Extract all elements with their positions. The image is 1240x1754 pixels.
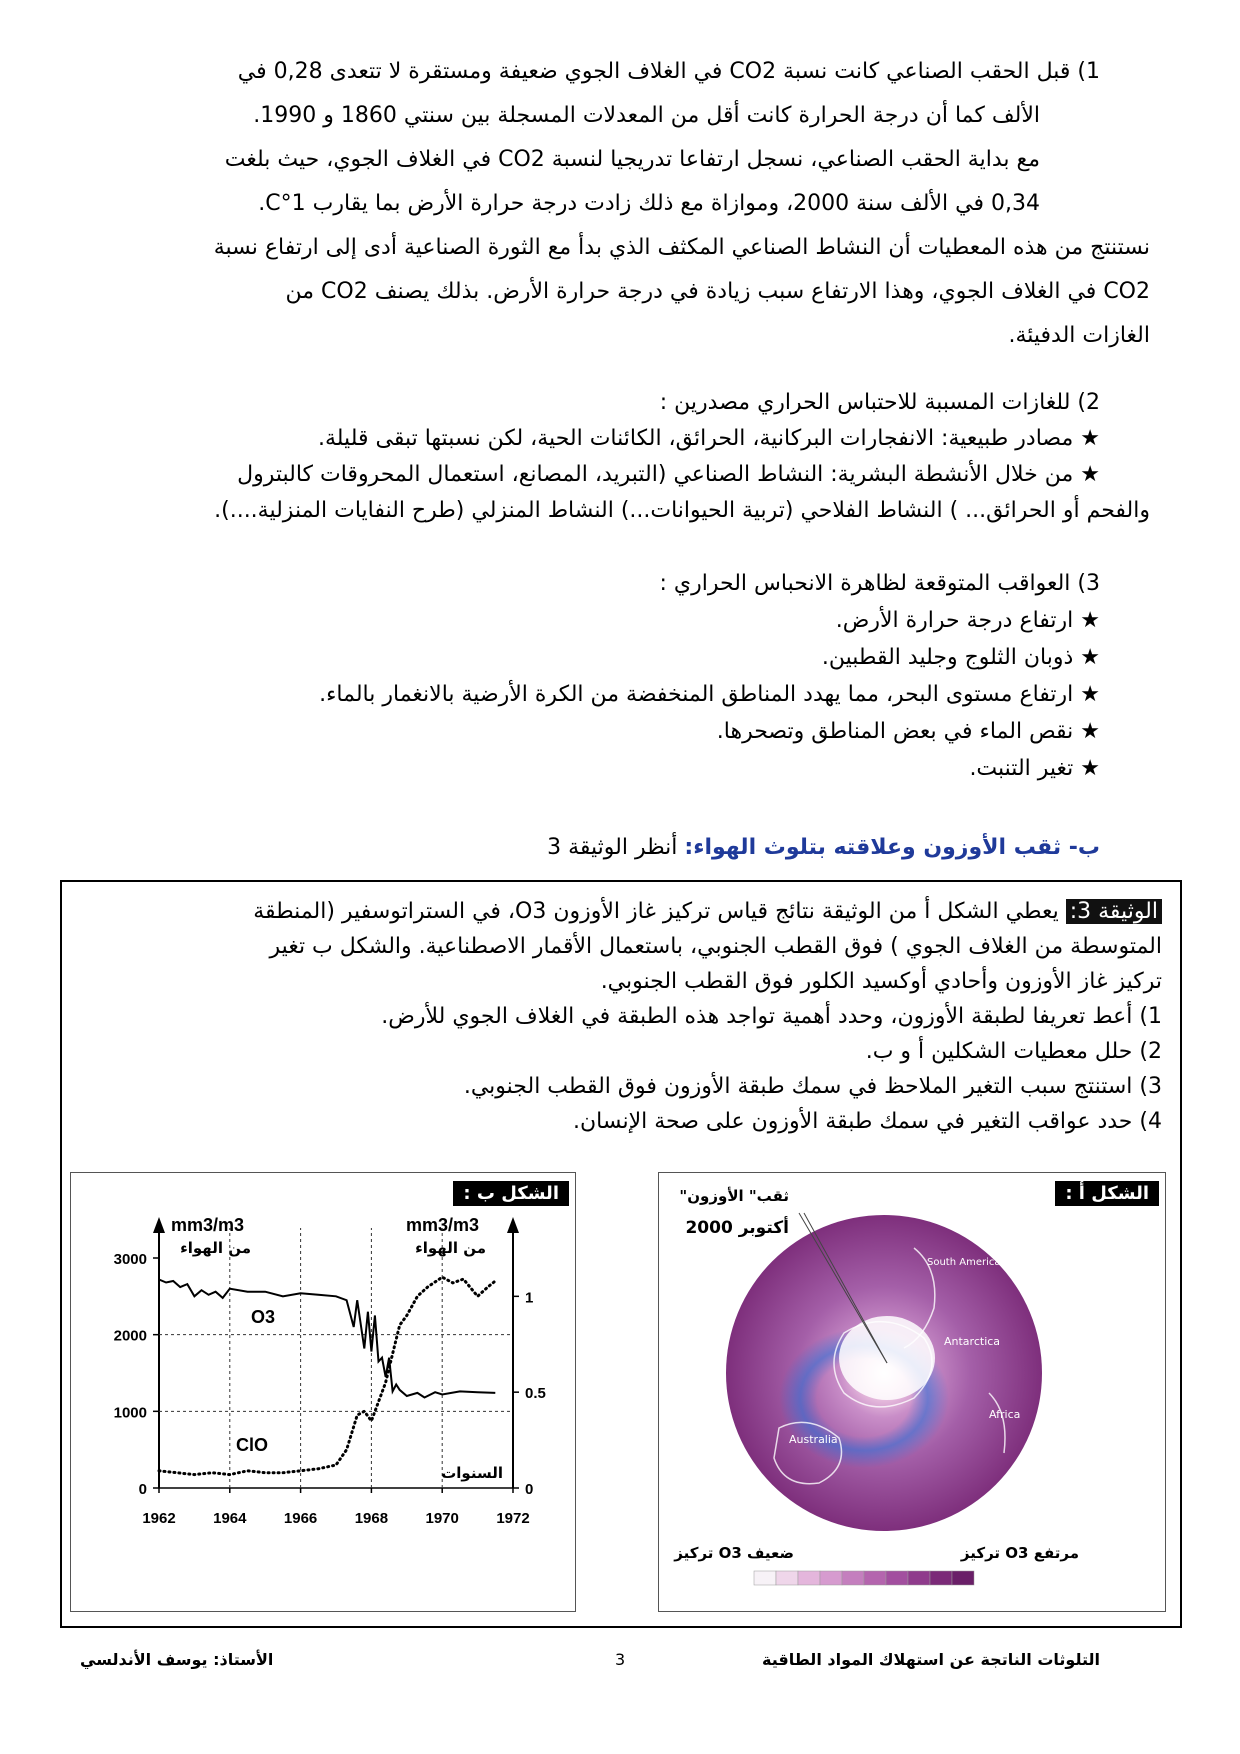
- section-1-line: نستنتج من هذه المعطيات أن النشاط الصناعي المكثف الذي بدأ مع الثورة الصناعية أدى إلى ارتفاع نسبة: [213, 235, 1150, 260]
- section-2-line: ★ من خلال الأنشطة البشرية: النشاط الصناعي (التبريد، المصانع، استعمال المحروقات كالبترول: [237, 462, 1100, 487]
- years-label: السنوات: [441, 1464, 503, 1482]
- left-axis-arrow: [153, 1217, 165, 1233]
- section-3: [90, 565, 1100, 787]
- footer-lesson-title: التلوثات الناتجة عن استهلاك المواد الطاقية: [762, 1650, 1100, 1669]
- document-3-intro-line: المتوسطة من الغلاف الجوي ) فوق القطب الجنوبي، باستعمال الأقمار الاصطناعية. والشكل ب تغير: [269, 934, 1162, 959]
- antarctica-label: Antarctica: [944, 1335, 1001, 1348]
- legend-swatch: [908, 1571, 930, 1585]
- legend-swatch: [798, 1571, 820, 1585]
- ozone-subheading: [90, 828, 1100, 868]
- consequence-item: ★ ارتفاع درجة حرارة الأرض.: [835, 608, 1100, 633]
- legend-swatch: [886, 1571, 908, 1585]
- o3-series-label: O3: [251, 1307, 276, 1327]
- legend-color-scale: [754, 1571, 974, 1585]
- section-3-title: 3) العواقب المتوقعة لظاهرة الانحباس الحراري :: [659, 571, 1100, 596]
- consequence-item: ★ تغير التنبت.: [969, 756, 1100, 781]
- legend-swatch: [754, 1571, 776, 1585]
- section-2-line: ★ مصادر طبيعية: الانفجارات البركانية، الحرائق، الكائنات الحية، لكن نسبتها تبقى قليلة.: [317, 426, 1100, 451]
- legend-swatch: [930, 1571, 952, 1585]
- section-1-line: 0,34 في الألف سنة 2000، وموازاة مع ذلك زادت درجة حرارة الأرض بما يقارب 1°C.: [258, 191, 1040, 216]
- right-tick-label: 0.5: [525, 1385, 546, 1403]
- left-unit: mm3/m3: [171, 1215, 245, 1235]
- x-tick-label: 1964: [213, 1510, 247, 1527]
- figure-a: [658, 1172, 1166, 1612]
- left-tick-label: 2000: [113, 1327, 147, 1345]
- section-2-title: 2) للغازات المسببة للاحتباس الحراري مصدرين :: [659, 390, 1100, 415]
- section-1: [90, 50, 1150, 358]
- figure-a-title: الشكل أ :: [1055, 1181, 1159, 1206]
- right-unit-sub: من الهواء: [415, 1239, 486, 1257]
- africa-label: Africa: [989, 1408, 1021, 1421]
- question: 4) حدد عواقب التغير في سمك طبقة الأوزون على صحة الإنسان.: [572, 1109, 1162, 1134]
- x-tick-label: 1972: [496, 1510, 530, 1527]
- clo-series-label: ClO: [236, 1435, 269, 1455]
- section-2: [90, 385, 1150, 529]
- section-1-line: الغازات الدفيئة.: [1008, 323, 1150, 348]
- section-2-line: والفحم أو الحرائق... ) النشاط الفلاحي (تربية الحيوانات...) النشاط المنزلي (طرح النفايات المنزلية....).: [214, 498, 1150, 523]
- right-axis-arrow: [507, 1217, 519, 1233]
- x-tick-label: 1968: [354, 1510, 389, 1527]
- south-america-label: South America: [927, 1257, 1001, 1268]
- right-tick-label: 1: [525, 1289, 534, 1307]
- left-tick-label: 1000: [113, 1404, 147, 1422]
- legend-swatch: [842, 1571, 864, 1585]
- document-3-tag: الوثيقة 3:: [1066, 899, 1162, 924]
- question: 1) أعط تعريفا لطبقة الأوزون، وحدد أهمية تواجد هذه الطبقة في الغلاف الجوي للأرض.: [381, 1004, 1162, 1029]
- right-unit: mm3/m3: [406, 1215, 480, 1235]
- x-tick-label: 1970: [425, 1510, 459, 1527]
- legend-high-label: تركيز O3 مرتفع: [960, 1544, 1079, 1562]
- section-1-line: مع بداية الحقب الصناعي، نسجل ارتفاعا تدريجيا لنسبة CO2 في الغلاف الجوي، حيث بلغت: [224, 147, 1040, 172]
- legend-swatch: [820, 1571, 842, 1585]
- left-tick-label: 3000: [113, 1251, 147, 1268]
- document-3-intro-line: تركيز غاز الأوزون وأحادي أوكسيد الكلور فوق القطب الجنوبي.: [600, 969, 1162, 994]
- question: 2) حلل معطيات الشكلين أ و ب.: [865, 1039, 1162, 1064]
- left-unit-sub: من الهواء: [180, 1239, 251, 1257]
- ozone-clo-chart: [71, 1173, 574, 1610]
- x-tick-label: 1962: [142, 1510, 176, 1527]
- o3-series-line: [159, 1280, 495, 1398]
- section-1-line: CO2 في الغلاف الجوي، وهذا الارتفاع سبب زيادة في درجة حرارة الأرض. بذلك يصنف CO2 من: [285, 279, 1150, 304]
- clo-series-line: [159, 1277, 495, 1474]
- section-1-line: 1) قبل الحقب الصناعي كانت نسبة CO2 في الغلاف الجوي ضعيفة ومستقرة لا تتعدى 0,28 في: [237, 59, 1100, 84]
- legend-swatch: [864, 1571, 886, 1585]
- subheading-title: ب- ثقب الأوزون وعلاقته بتلوث الهواء:: [684, 835, 1100, 860]
- footer-author: الأستاذ: يوسف الأندلسي: [80, 1650, 274, 1669]
- figure-b: [70, 1172, 576, 1612]
- intro-text: يعطي الشكل أ من الوثيقة نتائج قياس تركيز غاز الأوزون O3، في الستراتوسفير (المنطقة: [253, 899, 1059, 924]
- left-tick-label: 0: [138, 1481, 147, 1498]
- subheading-ref: أنظر الوثيقة 3: [547, 835, 678, 860]
- figure-b-title: الشكل ب :: [453, 1181, 569, 1206]
- consequence-item: ★ ارتفاع مستوى البحر، مما يهدد المناطق المنخفضة من الكرة الأرضية بالانغمار بالماء.: [319, 682, 1100, 707]
- footer-page-number: 3: [615, 1650, 626, 1669]
- document-3-intro-line: [92, 894, 1162, 929]
- date-label: أكتوبر 2000: [685, 1218, 789, 1238]
- legend-swatch: [776, 1571, 798, 1585]
- legend-swatch: [952, 1571, 974, 1585]
- document-3-box: [60, 880, 1182, 1628]
- series: [159, 1277, 495, 1474]
- consequence-item: ★ ذوبان الثلوج وجليد القطبين.: [821, 645, 1100, 670]
- legend-low-label: تركيز O3 ضعيف: [674, 1544, 794, 1562]
- hole-label: "ثقب" الأوزون: [679, 1187, 789, 1205]
- x-tick-label: 1966: [283, 1510, 318, 1527]
- question: 3) استنتج سبب التغير الملاحظ في سمك طبقة الأوزون فوق القطب الجنوبي.: [463, 1074, 1162, 1099]
- section-1-line: الألف كما أن درجة الحرارة كانت أقل من المعدلات المسجلة بين سنتي 1860 و 1990.: [253, 103, 1040, 128]
- document-3-text: [92, 894, 1162, 1139]
- consequence-item: ★ نقص الماء في بعض المناطق وتصحرها.: [716, 719, 1100, 744]
- grid: [159, 1228, 513, 1488]
- australia-label: Australia: [789, 1433, 838, 1446]
- right-tick-label: 0: [525, 1481, 534, 1498]
- ozone-map: [659, 1173, 1164, 1610]
